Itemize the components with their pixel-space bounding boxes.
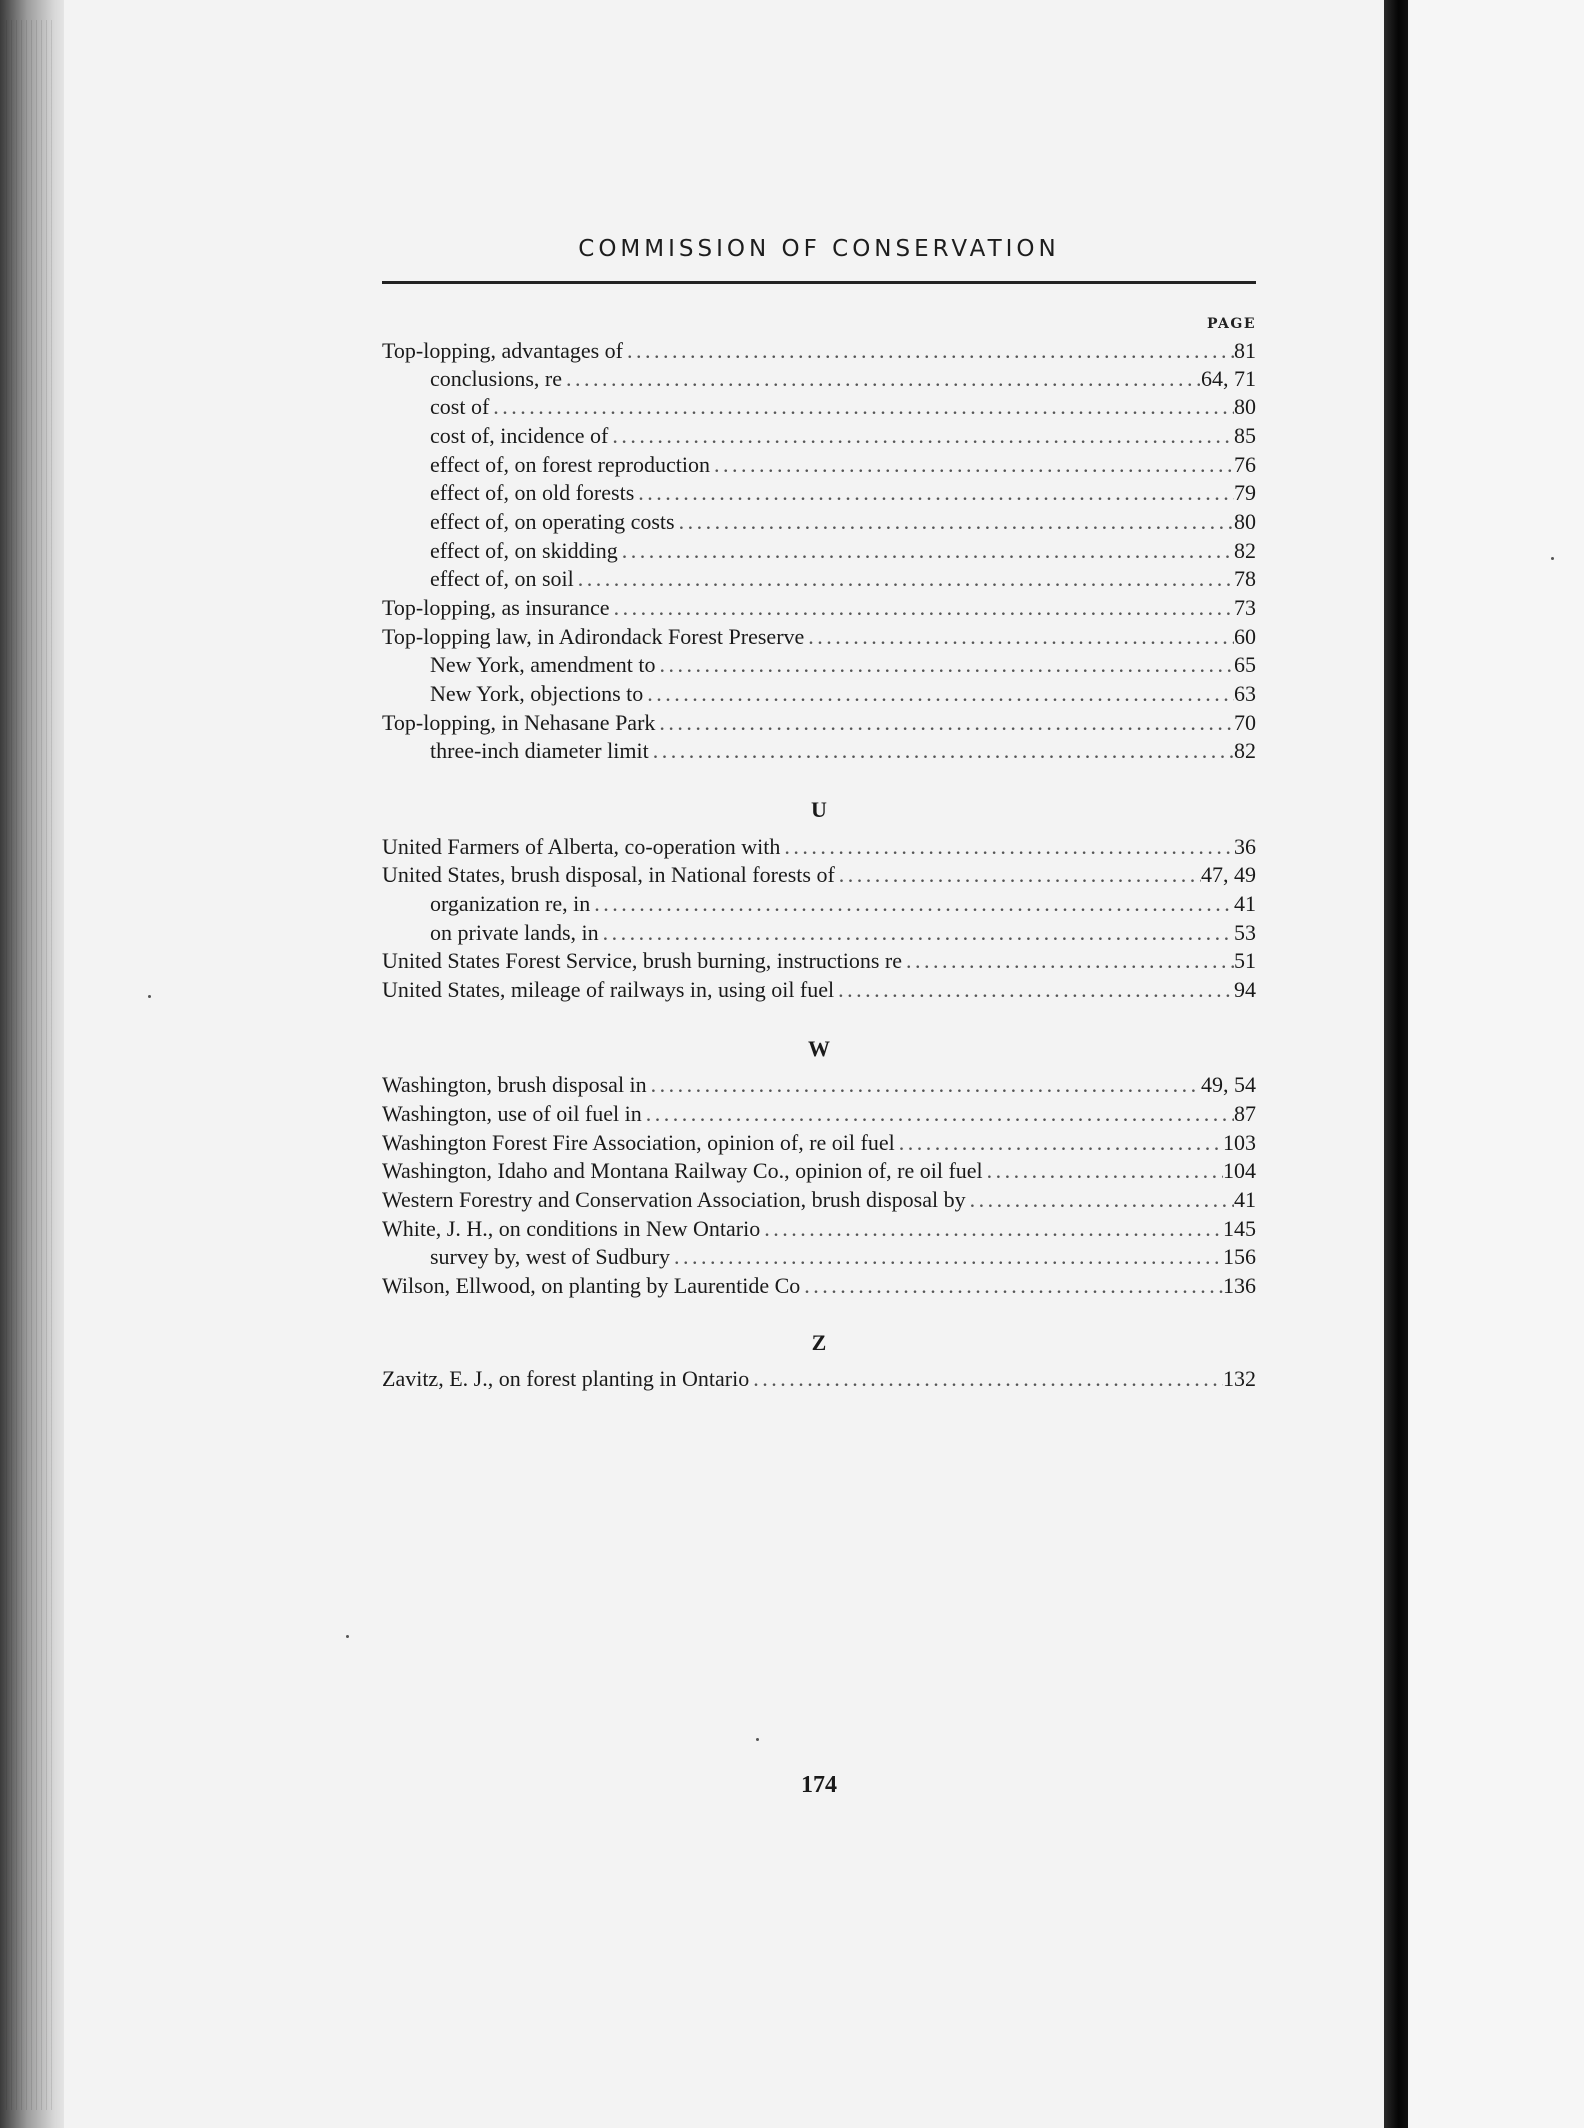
entry-label: New York, objections to [430, 681, 644, 706]
entry-label: Washington, brush disposal in [382, 1072, 647, 1097]
entry-page: 41 [1234, 1187, 1256, 1212]
book-gutter [1384, 0, 1408, 2128]
index-entry [430, 509, 1256, 538]
facing-page-edge [1408, 0, 1584, 2128]
entry-page: 156 [1223, 1244, 1256, 1269]
entry-label: Top-lopping law, in Adirondack Forest Preserve [382, 624, 805, 649]
entry-page: 85 [1234, 423, 1256, 448]
index-entry [382, 834, 1256, 863]
entry-label: Western Forestry and Conservation Association, brush disposal by [382, 1187, 966, 1212]
entry-label: United States, mileage of railways in, using oil fuel [382, 977, 835, 1002]
entry-page: 81 [1234, 338, 1256, 363]
dot-leader [710, 452, 1234, 478]
section-letter-u: U [811, 797, 827, 822]
section-letter-z: Z [811, 1330, 827, 1355]
entry-label: effect of, on forest reproduction [430, 452, 710, 477]
index-entry [382, 1273, 1256, 1302]
dot-leader [642, 1101, 1234, 1127]
dot-leader [902, 948, 1234, 974]
entry-page: 82 [1234, 738, 1256, 763]
index-entry [382, 1130, 1256, 1159]
dot-leader [608, 423, 1234, 449]
entry-page: 70 [1234, 710, 1256, 735]
index-entry [382, 862, 1256, 891]
page-edge-lines [6, 20, 56, 2110]
entry-page: 103 [1223, 1130, 1256, 1155]
index-entry [382, 1187, 1256, 1216]
stacked-page-edges [0, 0, 68, 2128]
dot-leader [749, 1366, 1223, 1392]
entry-page: 51 [1234, 948, 1256, 973]
entry-label: Top-lopping, as insurance [382, 595, 610, 620]
dot-leader [966, 1187, 1234, 1213]
dot-leader [780, 834, 1234, 860]
index-entry [382, 710, 1256, 739]
index-entry [430, 920, 1256, 949]
index-entry [430, 738, 1256, 767]
index-entry [430, 452, 1256, 481]
entry-label: three-inch diameter limit [430, 738, 649, 763]
index-entry [430, 1244, 1256, 1273]
dot-leader [610, 595, 1234, 621]
entry-page: 76 [1234, 452, 1256, 477]
index-page [64, 0, 1384, 2128]
dot-leader [895, 1130, 1223, 1156]
dot-leader [599, 920, 1234, 946]
entry-page: 63 [1234, 681, 1256, 706]
index-entry [382, 338, 1256, 367]
dot-leader [618, 538, 1234, 564]
entry-page: 79 [1234, 480, 1256, 505]
scan-speck [1551, 557, 1554, 560]
entry-page: 87 [1234, 1101, 1256, 1126]
running-head: COMMISSION OF CONSERVATION [578, 236, 1060, 262]
entry-label: United States, brush disposal, in National forests of [382, 862, 835, 887]
dot-leader [649, 738, 1234, 764]
entry-label: organization re, in [430, 891, 591, 916]
entry-label: New York, amendment to [430, 652, 656, 677]
entry-label: Zavitz, E. J., on forest planting in Ontario [382, 1366, 750, 1391]
entry-label: Wilson, Ellwood, on planting by Laurentide Co [382, 1273, 801, 1298]
entry-label: Washington Forest Fire Association, opinion of, re oil fuel [382, 1130, 895, 1155]
section-letter-w: W [808, 1036, 830, 1061]
index-entry [430, 891, 1256, 920]
index-entry [382, 977, 1256, 1006]
entry-label: Top-lopping, in Nehasane Park [382, 710, 656, 735]
entry-label: Washington, Idaho and Montana Railway Co., opinion of, re oil fuel [382, 1158, 983, 1183]
entry-label: effect of, on operating costs [430, 509, 675, 534]
dot-leader [800, 1273, 1223, 1299]
entry-page: 145 [1223, 1216, 1256, 1241]
page-column-label: PAGE [1207, 316, 1256, 332]
entry-page: 47, 49 [1201, 862, 1256, 887]
dot-leader [670, 1244, 1223, 1270]
dot-leader [623, 338, 1234, 364]
dot-leader [983, 1158, 1223, 1184]
dot-leader [655, 710, 1234, 736]
index-entry [382, 1072, 1256, 1101]
dot-leader [804, 624, 1234, 650]
index-entry [430, 538, 1256, 567]
dot-leader [760, 1216, 1223, 1242]
index-entry [382, 1101, 1256, 1130]
index-entry [430, 480, 1256, 509]
entry-page: 136 [1223, 1273, 1256, 1298]
index-entry [430, 566, 1256, 595]
index-entry [430, 681, 1256, 710]
entry-page: 80 [1234, 394, 1256, 419]
dot-leader [675, 509, 1234, 535]
page-number: 174 [801, 1772, 837, 1798]
entry-label: United Farmers of Alberta, co-operation with [382, 834, 781, 859]
dot-leader [835, 862, 1201, 888]
index-entry [430, 394, 1256, 423]
entry-label: effect of, on soil [430, 566, 574, 591]
index-entry [430, 423, 1256, 452]
index-entry [430, 366, 1256, 395]
dot-leader [643, 681, 1234, 707]
entry-page: 64, 71 [1201, 366, 1256, 391]
entry-page: 80 [1234, 509, 1256, 534]
entry-label: cost of, incidence of [430, 423, 609, 448]
index-entry [382, 624, 1256, 653]
dot-leader [590, 891, 1234, 917]
entry-page: 94 [1234, 977, 1256, 1002]
entry-page: 82 [1234, 538, 1256, 563]
dot-leader [834, 977, 1234, 1003]
index-entry [430, 652, 1256, 681]
entry-page: 65 [1234, 652, 1256, 677]
entry-page: 132 [1223, 1366, 1256, 1391]
entry-label: cost of [430, 394, 490, 419]
scan-speck [346, 1635, 349, 1638]
entry-page: 41 [1234, 891, 1256, 916]
scan-speck [756, 1738, 759, 1741]
entry-page: 60 [1234, 624, 1256, 649]
dot-leader [489, 394, 1234, 420]
head-rule [382, 281, 1256, 284]
index-entry [382, 1366, 1256, 1395]
dot-leader [647, 1072, 1201, 1098]
entry-label: Washington, use of oil fuel in [382, 1101, 642, 1126]
entry-page: 104 [1223, 1158, 1256, 1183]
dot-leader [574, 566, 1234, 592]
dot-leader [634, 480, 1234, 506]
entry-label: effect of, on old forests [430, 480, 635, 505]
index-entry [382, 1158, 1256, 1187]
entry-label: survey by, west of Sudbury [430, 1244, 670, 1269]
entry-page: 49, 54 [1201, 1072, 1256, 1097]
entry-page: 73 [1234, 595, 1256, 620]
entry-page: 36 [1234, 834, 1256, 859]
index-entry [382, 948, 1256, 977]
scan-speck [148, 995, 151, 998]
entry-label: Top-lopping, advantages of [382, 338, 624, 363]
entry-label: White, J. H., on conditions in New Ontario [382, 1216, 761, 1241]
dot-leader [562, 366, 1201, 392]
entry-label: United States Forest Service, brush burning, instructions re [382, 948, 902, 973]
index-entry [382, 1216, 1256, 1245]
entry-label: conclusions, re [430, 366, 562, 391]
entry-page: 53 [1234, 920, 1256, 945]
entry-label: on private lands, in [430, 920, 599, 945]
entry-page: 78 [1234, 566, 1256, 591]
index-entry [382, 595, 1256, 624]
dot-leader [655, 652, 1234, 678]
entry-label: effect of, on skidding [430, 538, 618, 563]
